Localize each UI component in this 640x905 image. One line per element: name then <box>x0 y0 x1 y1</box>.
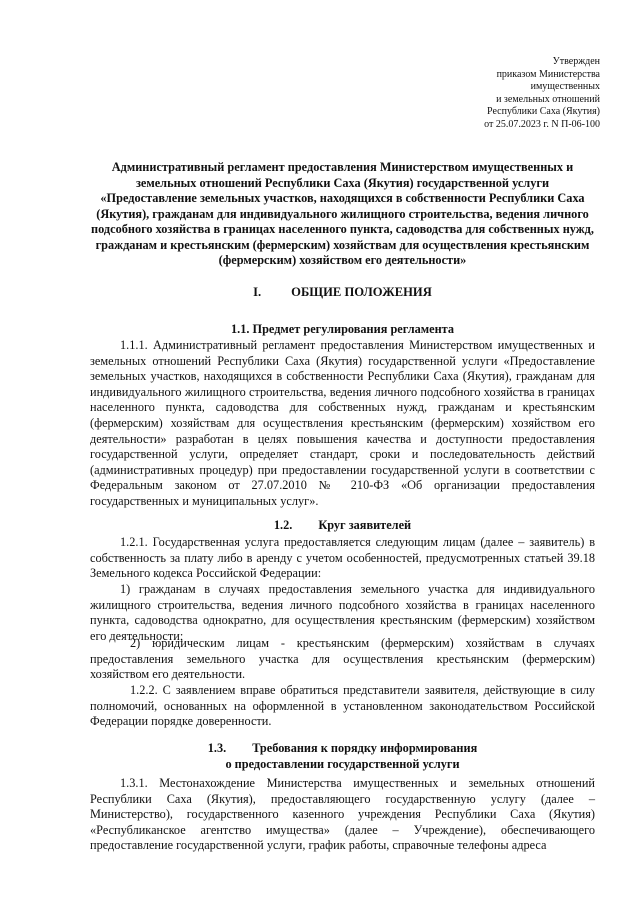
paragraph-1-2-1-item-2: 2) юридическим лицам - крестьянским (фермерским) хозяйствам в случаях предоставления земельного участка для осуществления крестьянским (фермерским) хозяйством его деятельности. <box>90 636 595 682</box>
approval-line: приказом Министерства <box>496 68 600 80</box>
paragraph-1-2-1-item-1: 1) гражданам в случаях предоставления земельного участка для индивидуального жилищного строительства, ведения личного подсобного хозяйства в границах населенного пункта, садоводства однократно, для осуществления крестьянским (фермерским) хозяйством его деятельности; <box>90 582 595 643</box>
approval-line: и земельных отношений <box>496 93 600 105</box>
approval-line: от 25.07.2023 г. N П-06-100 <box>484 118 600 130</box>
subsection-number: 1.3. <box>207 741 227 755</box>
subsection-heading-1-1: 1.1. Предмет регулирования регламента <box>230 322 455 336</box>
paragraph-1-3-1: 1.3.1. Местонахождение Министерства имущественных и земельных отношений Республики Саха (Якутия), предоставляющего государственную услугу (далее – Министерство), государственного казенного учреждения Республики Саха (Якутия) «Республиканское агентство имущества» (далее – Учреждение), обеспечивающего предоставление государственной услуги, график работы, справочные телефоны адреса <box>90 776 595 853</box>
paragraph-1-2-2: 1.2.2. С заявлением вправе обратиться представители заявителя, действующие в силу полномочий, основанных на оформленной в установленном законодательством Российской Федерации порядке доверенности. <box>90 683 595 729</box>
subsection-title: Круг заявителей <box>318 518 412 532</box>
approval-line: имущественных <box>530 81 600 93</box>
paragraph-1-2-1: 1.2.1. Государственная услуга предоставляется следующим лицам (далее – заявитель) в собственность за плату либо в аренду с учетом особенностей, предусмотренных статьей 39.18 Земельного кодекса Российской Федерации: <box>90 535 595 581</box>
subsection-heading-1-2 <box>90 518 595 534</box>
approval-line: Утвержден <box>552 56 600 67</box>
approval-stamp <box>380 56 600 132</box>
subsection-number: 1.2. <box>273 518 293 532</box>
section-number: I. <box>253 285 262 299</box>
paragraph-1-1-1: 1.1.1. Административный регламент предоставления Министерством имущественных и земельных отношений Республики Саха (Якутия) государственной услуги «Предоставление земельных участков, находящихся в собственности Республики Саха (Якутия), гражданам для индивидуального жилищного строительства, ведения личного подсобного хозяйства в границах населенного пункта, садоводства для собственных нужд, гражданам и крестьянским (фермерским) хозяйствам для осуществления крестьянским (фермерским) хозяйством его деятельности» разработан в целях повышения качества и доступности предоставления государственной услуги, определяет стандарт, сроки и последовательность действий (административных процедур) при предоставлении государственной услуги в соответствии с Федеральным законом от 27.07.2010 № 210-ФЗ «Об организации предоставления государственных и муниципальных услуг». <box>90 338 595 508</box>
subsection-heading-1-3 <box>90 741 595 772</box>
section-heading <box>90 285 595 300</box>
subsection-title-line-2: о предоставлении государственной услуги <box>225 756 460 771</box>
subsection-title: Требования к порядку информирования <box>252 741 478 755</box>
approval-line: Республики Саха (Якутия) <box>487 106 600 118</box>
document-title: Административный регламент предоставления Министерством имущественных и земельных отношений Республики Саха (Якутия) государственной услуги «Предоставление земельных участков, находящихся в собственности Республики Саха (Якутия), гражданам для индивидуального жилищного строительства, ведения личного подсобного хозяйства в границах населенного пункта, садоводства для собственных нужд, гражданам и крестьянским (фермерским) хозяйствам для осуществления крестьянским (фермерским) хозяйством его деятельности» <box>91 160 594 267</box>
section-title: ОБЩИЕ ПОЛОЖЕНИЯ <box>291 285 432 299</box>
